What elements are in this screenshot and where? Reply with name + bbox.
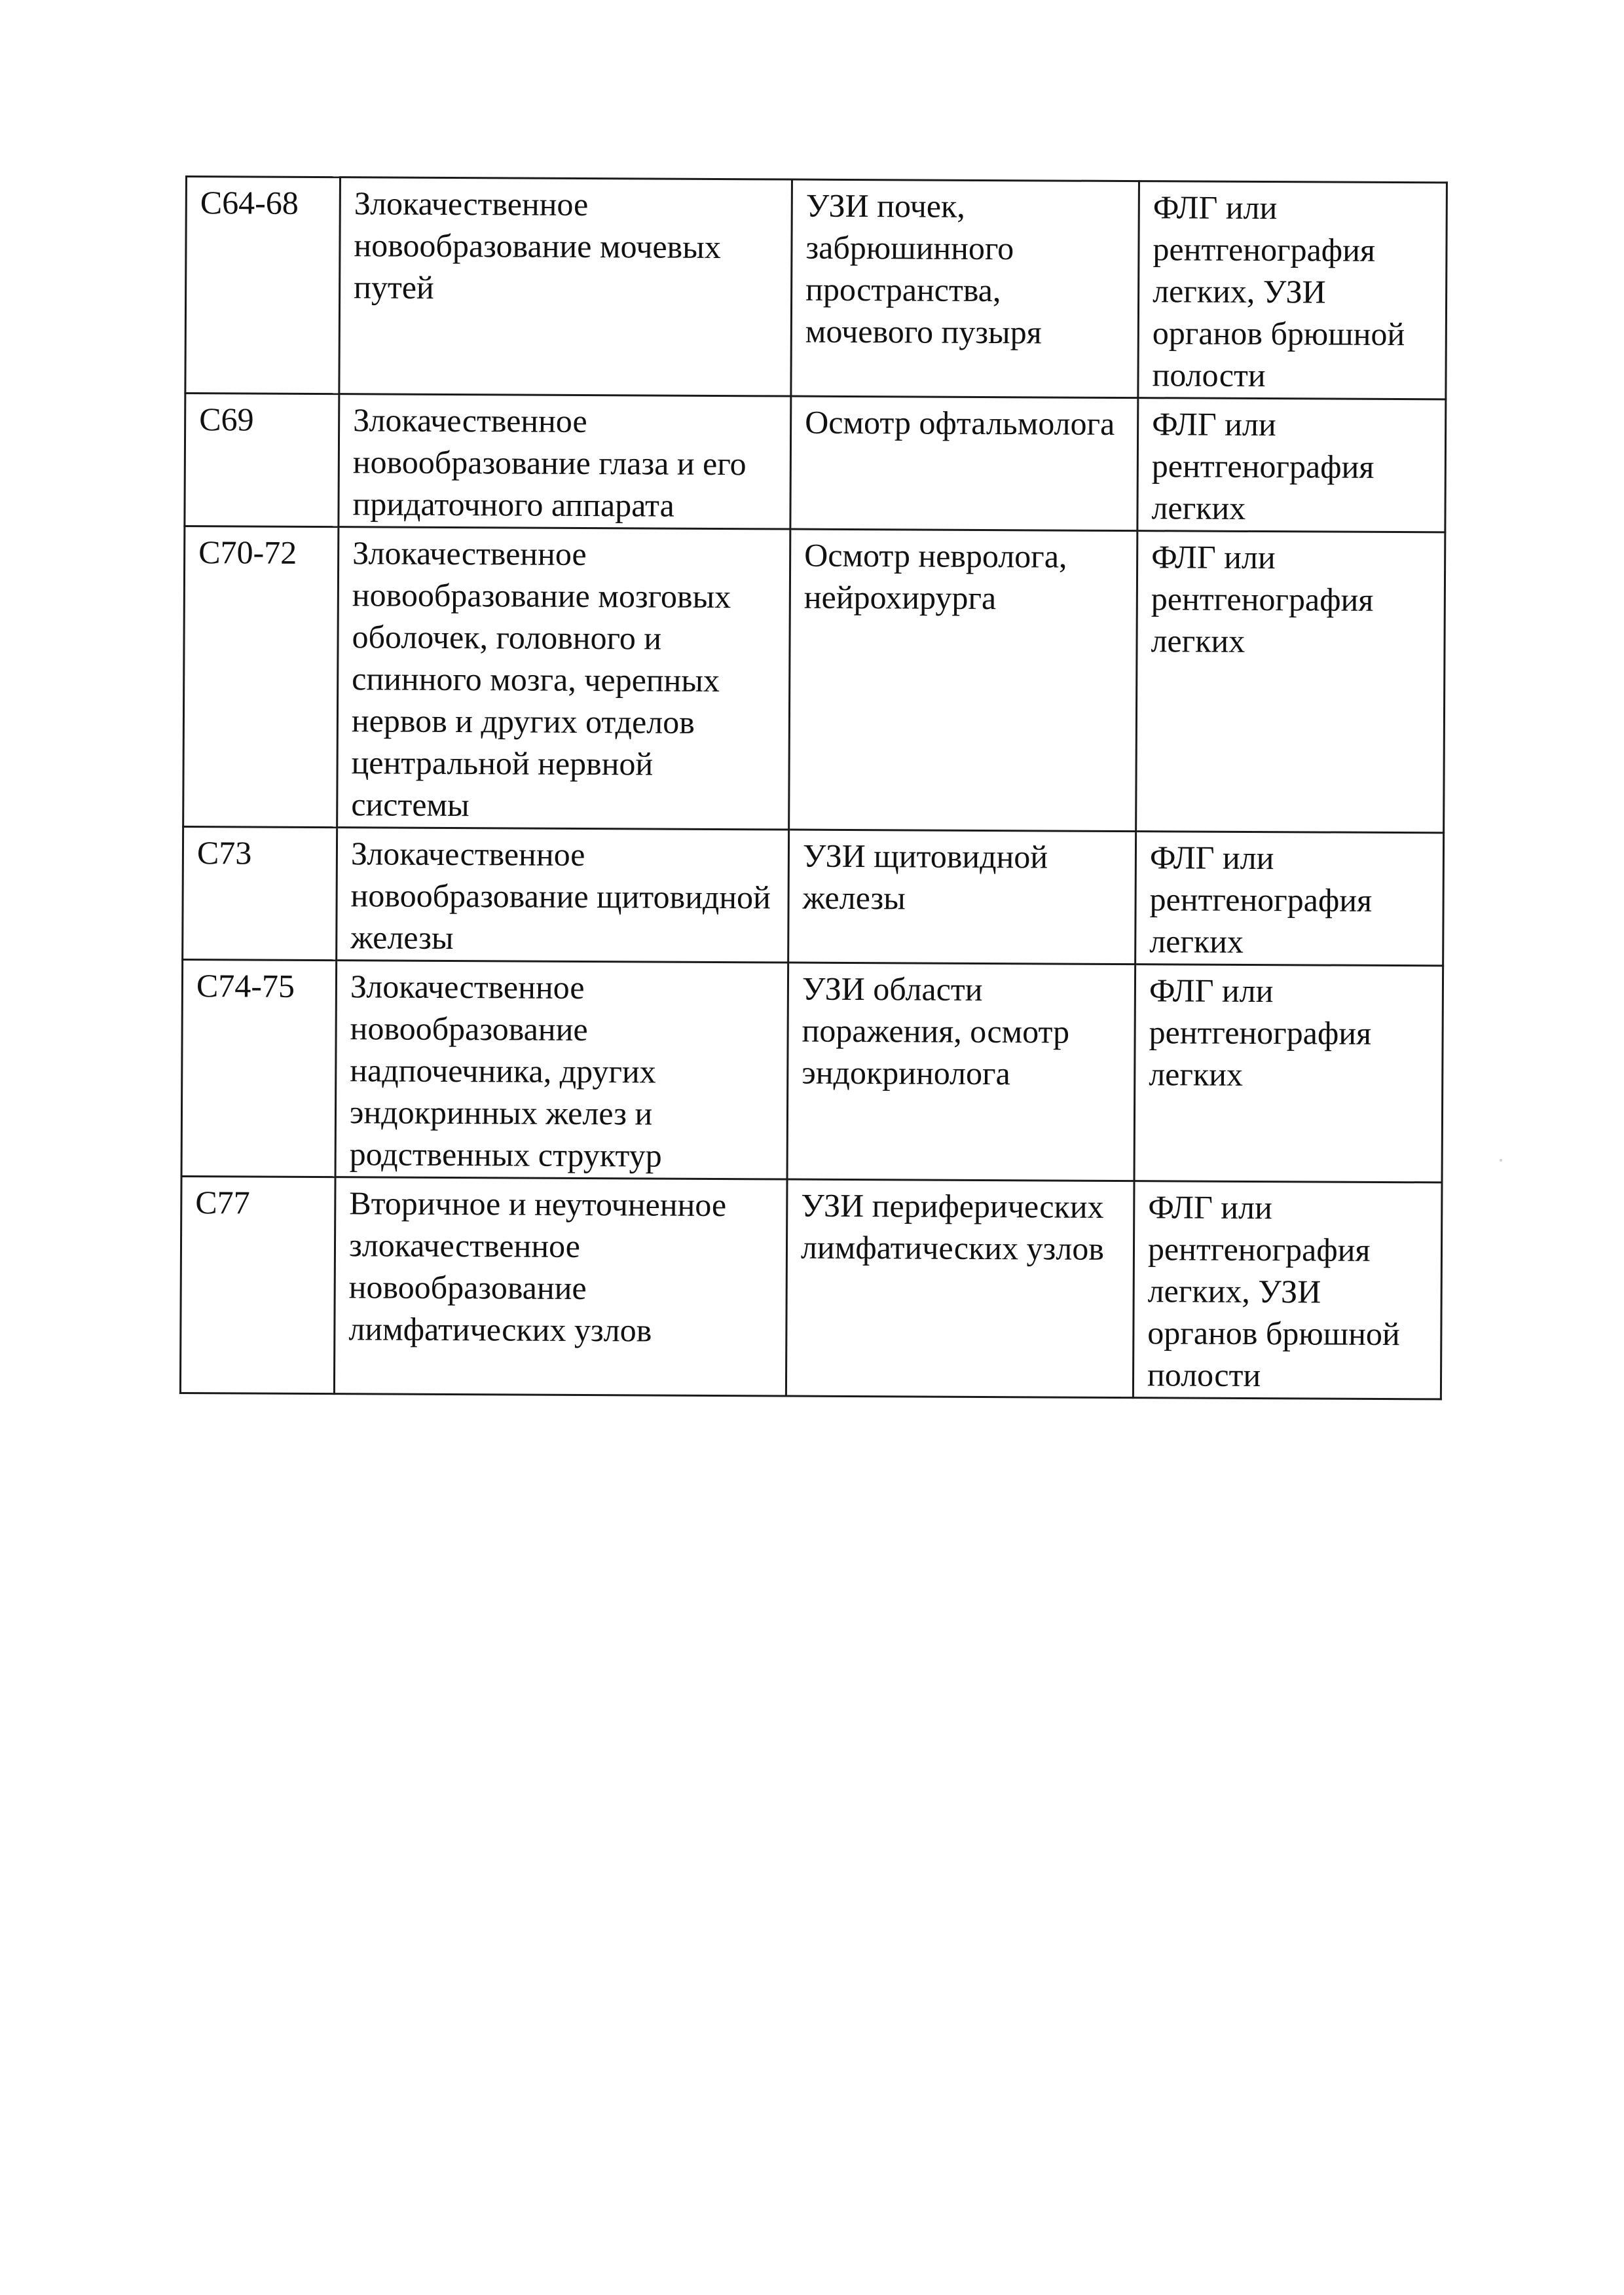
table-row [185,177,1447,399]
diagnosis-cell: Вторичное и неуточненное злокачественное новообразование лимфатических узлов [334,1177,787,1396]
table-row [183,826,1444,965]
table-row [185,394,1446,532]
icd-code-cell: С73 [183,826,337,960]
additional-exam-cell: ФЛГ или рентгенография легких [1134,964,1443,1183]
icd-code-cell: С69 [185,394,339,527]
scan-speck [1500,1159,1502,1162]
diagnosis-cell: Злокачественное новообразование глаза и его придаточного аппарата [339,394,791,529]
icd-code-cell: С74-75 [181,959,337,1177]
table-row [183,526,1445,833]
additional-exam-cell: ФЛГ или рентгенография легких, УЗИ органов брюшной полости [1133,1181,1442,1399]
primary-exam-cell: Осмотр офтальмолога [790,396,1138,531]
additional-exam-cell: ФЛГ или рентгенография легких [1135,832,1444,966]
diagnosis-exam-table [179,175,1448,1400]
icd-code-cell: С77 [180,1176,335,1393]
additional-exam-cell: ФЛГ или рентгенография легких, УЗИ органов брюшной полости [1138,181,1447,399]
table-row [180,1176,1442,1399]
diagnosis-cell: Злокачественное новообразование щитовидной железы [337,828,789,963]
diagnosis-cell: Злокачественное новообразование мозговых оболочек, головного и спинного мозга, черепных нервов и других отделов центральной нервной системы [337,527,790,830]
icd-code-cell: С64-68 [185,177,341,394]
primary-exam-cell: УЗИ области поражения, осмотр эндокринолога [787,963,1135,1181]
diagnosis-cell: Злокачественное новообразование надпочечника, других эндокринных желез и родственных структур [335,961,788,1179]
diagnosis-cell: Злокачественное новообразование мочевых путей [339,177,792,396]
primary-exam-cell: Осмотр невролога, нейрохирурга [789,529,1137,832]
additional-exam-cell: ФЛГ или рентгенография легких [1136,531,1445,833]
primary-exam-cell: УЗИ почек, забрюшинного пространства, мочевого пузыря [791,179,1139,398]
additional-exam-cell: ФЛГ или рентгенография легких [1137,398,1446,532]
table-row [181,959,1443,1182]
primary-exam-cell: УЗИ периферических лимфатических узлов [786,1179,1134,1398]
icd-code-cell: С70-72 [183,526,339,828]
primary-exam-cell: УЗИ щитовидной железы [788,830,1136,964]
